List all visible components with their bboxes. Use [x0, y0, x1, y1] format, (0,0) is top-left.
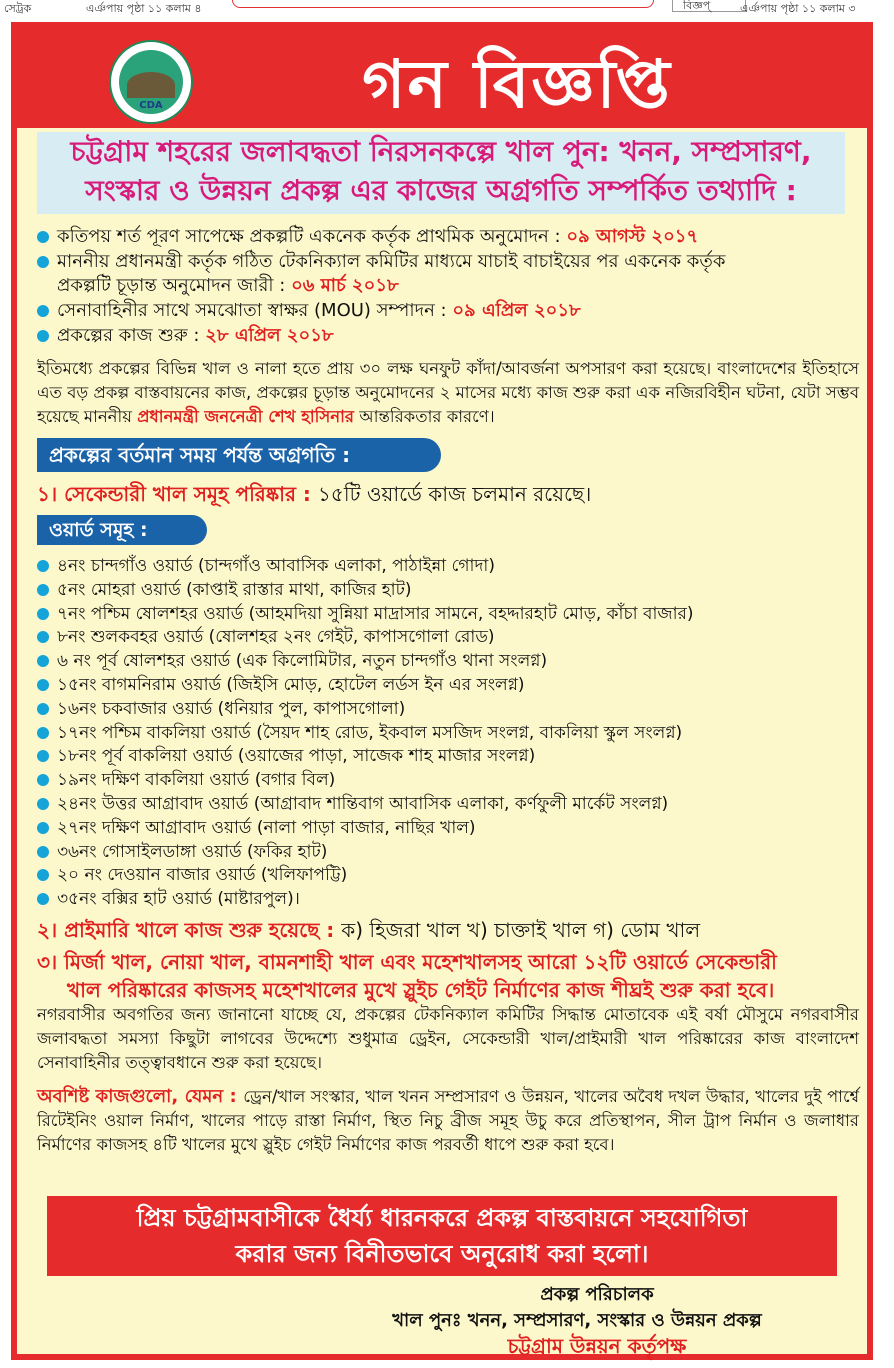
bullet-dot-icon: [37, 822, 49, 834]
ward-text: ৬ নং পূর্ব ষোলশহর ওয়ার্ড (এক কিলোমিটার, নতুন চান্দগাঁও থানা সংলগ্ন): [57, 651, 548, 672]
bullet-dot-icon: [37, 679, 49, 691]
ward-text: ৮নং শুলকবহর ওয়ার্ড (ষোলশহর ২নং গেইট, কাপাসগোলা রোড): [57, 627, 495, 648]
bullet-text: মাননীয় প্রধানমন্ত্রী কর্তৃক গঠিত টেকনিক্যাল কমিটির মাধ্যমে যাচাই বাচাইয়ের পর একনেক কর্তৃক: [57, 251, 726, 272]
bullet-dot-icon: [37, 750, 49, 762]
list-item: [37, 769, 694, 793]
ward-list: [37, 555, 694, 912]
section-2: [37, 916, 700, 944]
bullet-text: প্রকল্পের কাজ শুরু :: [57, 325, 206, 346]
ward-text: ২৪নং উত্তর আগ্রাবাদ ওয়ার্ড (আগ্রাবাদ শান্তিবাগ আবাসিক এলাকা, কর্ণফুলী মার্কেট সংলগ্ন): [57, 793, 669, 814]
bullet-dot-icon: [37, 703, 49, 715]
subtitle-line-2: সংস্কার ও উন্নয়ন প্রকল্প এর কাজের অগ্রগতি সম্পর্কিত তথ্যাদি :: [85, 174, 797, 207]
section-3: [37, 948, 859, 1004]
bullet-text: প্রকল্পটি চূড়ান্ত অনুমোদন জারী :: [57, 275, 292, 296]
bullet-dot-icon: [37, 846, 49, 858]
ward-text: ২৭নং দক্ষিণ আগ্রাবাদ ওয়ার্ড (নালা পাড়া বাজার, নাছির খাল): [57, 817, 476, 838]
list-item: [37, 650, 694, 674]
intro-text-end: আন্তরিকতার কারণে।: [354, 407, 495, 426]
notice-paragraph: নগরবাসীর অবগতির জন্য জানানো যাচ্ছে যে, প্রকল্পের টেকনিক্যাল কমিটির সিদ্ধান্ত মোতাবেক এই বর্ষা মৌসুমে নগরবাসীর জলাবদ্ধতা সমস্যা কিছুটা লাগবের উদ্দেশ্যে শুধুমাত্র ড্রেইন, সেকেন্ডারী খাল/প্রাইমারী খাল পরিষ্কারের কাজ বাংলাদেশ সেনাবাহিনীর তত্ত্বাবধানে শুরু করা হয়েছে।: [37, 1005, 859, 1072]
header-band: [17, 28, 867, 128]
ward-text: ১৯নং দক্ষিণ বাকলিয়া ওয়ার্ড (বগার বিল): [57, 770, 336, 791]
bullet-dot-icon: [37, 655, 49, 667]
bullet-dot-icon: [37, 305, 49, 317]
bullet-text: সেনাবাহিনীর সাথে সমঝোতা স্বাক্ষর (MOU) সম্পাদন :: [57, 300, 453, 321]
appeal-line-1: প্রিয় চট্টগ্রামবাসীকে ধৈর্য্য ধারনকরে প্রকল্প বাস্তবায়নে সহযোগিতা: [136, 1204, 748, 1232]
wards-heading: ওয়ার্ড সমূহ :: [37, 515, 207, 545]
list-item: [37, 841, 694, 865]
bullet-item: [37, 324, 334, 348]
list-item: [37, 745, 694, 769]
bullet-date: ০৯ আগস্ট ২০১৭: [566, 226, 699, 247]
bullet-dot-icon: [37, 774, 49, 786]
bullet-dot-icon: [37, 560, 49, 572]
ward-text: ১৫নং বাগমনিরাম ওয়ার্ড (জিইসি মোড়, হোটেল লর্ডস ইন এর সংলগ্ন): [57, 674, 525, 695]
bullet-dot-icon: [37, 893, 49, 905]
appeal-banner: [47, 1196, 837, 1276]
bullet-dot-icon: [37, 798, 49, 810]
subtitle-line-1: চট্টগ্রাম শহরের জলাবদ্ধতা নিরসনকল্পে খাল পুন: খনন, সম্প্রসারণ,: [70, 135, 812, 168]
cda-logo: [109, 40, 193, 124]
intro-text: ইতিমধ্যে প্রকল্পের বিভিন্ন খাল ও নালা হতে প্রায় ৩০ লক্ষ ঘনফুট কাঁদা/আবর্জনা অপসারণ করা হয়েছে। বাংলাদেশের ইতিহাসে এত বড় প্রকল্প বাস্তবায়নের কাজ, প্রকল্পের চূড়ান্ত অনুমোদনের ২ মাসের মধ্যে কাজ শুরু করা এক নজিরবিহীন ঘটনা, যেটা সম্ভব হয়েছে মাননীয়: [37, 359, 859, 426]
section-3-line-2: খাল পরিষ্কারের কাজসহ মহেশখালের মুখে স্লুইচ গেইট নির্মাণের কাজ শীঘ্রই শুরু করা হবে।: [67, 978, 775, 1002]
section-1-text: ১৫টি ওয়ার্ডে কাজ চলমান রয়েছে।: [317, 482, 592, 506]
top-right-box: বিজ্ঞপ্: [672, 0, 746, 12]
bullet-dot-icon: [37, 584, 49, 596]
bullet-date: ২৮ এপ্রিল ২০১৮: [205, 325, 334, 346]
logo-hill-icon: [127, 72, 175, 98]
ward-text: ৫নং মোহরা ওয়ার্ড (কাপ্তাই রাস্তার মাথা, কাজির হাট): [57, 579, 412, 600]
intro-paragraph: [37, 357, 859, 429]
list-item: [37, 626, 694, 650]
ward-text: ৩৫নং বক্সির হাট ওয়ার্ড (মাষ্টারপুল)।: [57, 889, 300, 910]
logo-text: CDA: [139, 100, 163, 111]
ward-text: ৭নং পশ্চিম ষোলশহর ওয়ার্ড (আহমদিয়া সুন্নিয়া মাদ্রাসার সামনে, বহদ্দারহাট মোড়, কাঁচা বাজার): [57, 603, 694, 624]
remaining-work-paragraph: [37, 1085, 859, 1157]
list-item: [37, 793, 694, 817]
list-item: [37, 555, 694, 579]
section-1: [37, 480, 591, 508]
list-item: [37, 722, 694, 746]
list-item: [37, 864, 694, 888]
bullet-dot-icon: [37, 608, 49, 620]
bullet-dot-icon: [37, 631, 49, 643]
list-item: [37, 817, 694, 841]
bullet-item: [37, 225, 698, 249]
ward-text: ১৬নং চকবাজার ওয়ার্ড (ধনিয়ার পুল, কাপাসগোলা): [57, 698, 406, 719]
list-item: [37, 674, 694, 698]
bullet-item-cont: [57, 274, 399, 298]
appeal-line-2: করার জন্য বিনীতভাবে অনুরোধ করা হলো।: [235, 1240, 649, 1268]
bullet-item: [37, 299, 581, 323]
section-3-line-1: ৩। মির্জা খাল, নোয়া খাল, বামনশাহী খাল এবং মহেশখালসহ আরো ১২টি ওয়ার্ডে সেকেন্ডারী: [37, 950, 777, 974]
remaining-work-label: অবশিষ্ট কাজগুলো, যেমন :: [37, 1086, 244, 1107]
bullet-text: কতিপয় শর্ত পূরণ সাপেক্ষে প্রকল্পটি একনেক কর্তৃক প্রাথমিক অনুমোদন :: [57, 226, 567, 247]
ward-text: ২০ নং দেওয়ান বাজার ওয়ার্ড (খলিফাপট্টি): [57, 865, 348, 886]
subtitle-box: [37, 132, 845, 214]
progress-heading: প্রকল্পের বর্তমান সময় পর্যন্ত অগ্রগতি :: [37, 438, 441, 472]
signature-title: প্রকল্প পরিচালক: [540, 1284, 654, 1305]
top-center-box: [232, 0, 654, 8]
ward-text: ৪নং চান্দগাঁও ওয়ার্ড (চান্দগাঁও আবাসিক এলাকা, পাঠাইন্না গোদা): [57, 556, 495, 576]
top-right-page: এর্ঞপায় পৃষ্ঠা ১১ কলাম ৩: [740, 2, 856, 15]
signature-project: খাল পুনঃ খনন, সম্প্রসারণ, সংস্কার ও উন্নয়ন প্রকল্প: [392, 1310, 762, 1331]
bullet-dot-icon: [37, 256, 49, 268]
bullet-date: ০৬ মার্চ ২০১৮: [291, 275, 399, 296]
bullet-dot-icon: [37, 869, 49, 881]
bullet-date: ০৯ এপ্রিল ২০১৮: [452, 300, 581, 321]
top-left-page: এর্ঞপায় পৃষ্ঠা ১১ কলাম ৪: [86, 2, 202, 15]
bullet-dot-icon: [37, 330, 49, 342]
ward-text: ১৮নং পূর্ব বাকলিয়া ওয়ার্ড (ওয়াজের পাড়া, সাজেক শাহ মাজার সংলগ্ন): [57, 746, 536, 767]
pm-name: প্রধানমন্ত্রী জননেত্রী শেখ হাসিনার: [137, 407, 355, 426]
ward-text: ৩৬নং গোসাইলডাঙ্গা ওয়ার্ড (ফকির হাট): [57, 841, 328, 862]
bullet-dot-icon: [37, 231, 49, 243]
section-2-text: ক) হিজরা খাল খ) চাক্তাই খাল গ) ডোম খাল: [341, 918, 701, 942]
signature-org: চট্টগ্রাম উন্নয়ন কর্তৃপক্ষ: [507, 1334, 687, 1358]
section-2-label: ২। প্রাইমারি খালে কাজ শুরু হয়েছে :: [37, 918, 342, 942]
list-item: [37, 888, 694, 912]
bullet-dot-icon: [37, 727, 49, 739]
bullet-item: [37, 250, 859, 274]
top-left-text: সেট্রক: [4, 2, 32, 15]
notice-frame: [11, 22, 873, 1360]
top-strip: [0, 0, 894, 18]
list-item: [37, 698, 694, 722]
remaining-work-text: ড্রেন/খাল সংস্কার, খাল খনন সম্প্রসারণ ও উন্নয়ন, খালের অবৈধ দখল উদ্ধার, খালের দুই পার্শ্বে রিটেইনিং ওয়াল নির্মাণ, খালের পাড়ে রাস্তা নির্মাণ, স্থিত নিচু ব্রীজ সমূহ উচু করে প্রতিস্থাপন, সীল ট্রাপ নির্মান ও জলাধার নির্মাণের কাজসহ ৪টি খালের মুখে স্লুইচ গেইট নির্মাণের কাজ পরবর্তী ধাপে শুরু করা হবে।: [37, 1087, 859, 1154]
list-item: [37, 603, 694, 627]
section-1-label: ১। সেকেন্ডারী খাল সমূহ পরিষ্কার :: [37, 482, 318, 506]
ward-text: ১৭নং পশ্চিম বাকলিয়া ওয়ার্ড (সৈয়দ শাহ রোড, ইকবাল মসজিদ সংলগ্ন, বাকলিয়া স্কুল সংলগ্ন): [57, 722, 683, 743]
list-item: [37, 579, 694, 603]
page-title: গন বিজ্ঞপ্তি: [362, 45, 672, 123]
